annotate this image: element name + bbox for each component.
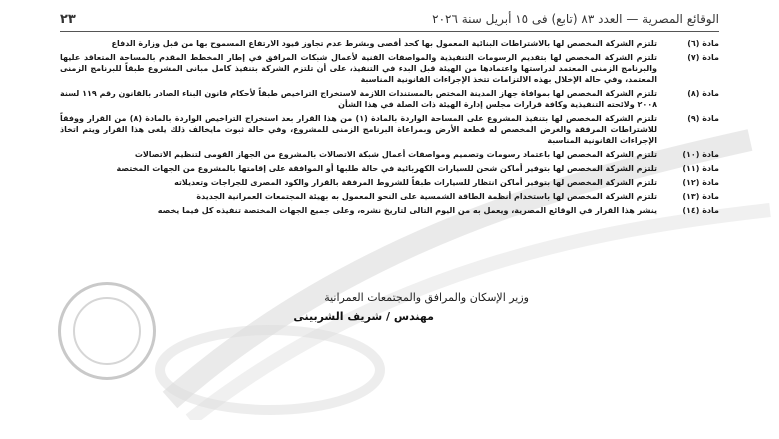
articles-list [60,38,719,219]
article-text: تلتزم الشركة المخصص لها بتنفيذ المشروع على المساحة الواردة بالمادة (١) من هذا القرار بعد استخراج التراخيص الواردة بالمادة (٨) من القرار ووفقاً للاشتراطات المرفقة والغرض المخصص له قطعة الأرض وبمراعاة البرنامج الزمنى للمشروع، وفي حالة ثبوت مايخالف ذلك يلغى هذا القرار ويتم اتخاذ الإجراءات القانونية المناسبة [60,114,658,145]
page-header [60,10,719,28]
minister-title: وزير الإسكان والمرافق والمجتمعات العمرانية [324,291,529,304]
article-label: مادة (١١) [682,164,719,173]
article-label: مادة (١٠) [682,150,719,159]
article-label: مادة (٦) [687,39,719,48]
article-11 [60,163,719,174]
gazette-title: الوقائع المصرية — العدد ٨٣ (تابع) فى ١٥ أبريل سنة ٢٠٢٦ [432,12,719,26]
article-9 [60,113,719,146]
official-seal [58,282,156,380]
article-label: مادة (٨) [687,89,719,98]
article-text: تلتزم الشركة المخصص لها بموافاة جهاز المدينة المختص بالمستندات اللازمة لاستخراج التراخيص طبقاً لأحكام قانون البناء الصادر بالقانون رقم ١١٩ لسنة ٢٠٠٨ ولائحته التنفيذية وكافة قرارات مجلس إدارة الهيئة ذات الصلة في هذا الشأن [60,89,658,109]
article-12 [60,177,719,188]
article-text: تلتزم الشركة المخصص لها بتوفير أماكن شحن للسيارات الكهربائية في حالة طلبها أو الموافقة على إقامتها بالمشروع من الجهات المختصة [116,164,657,173]
article-text: تلتزم الشركة المخصص لها بالاشتراطات البنائية المعمول بها كحد أقصى وبشرط عدم تجاوز قيود الارتفاع المسموح بها من قبل وزارة الدفاع [111,39,657,48]
article-text: تلتزم الشركة المخصص لها بتوفير أماكن انتظار للسيارات طبقاً للشروط المرفقة بالقرار والكود المصرى للجراجات وتعديلاته [174,178,657,187]
article-label: مادة (١٤) [682,206,719,215]
article-14 [60,205,719,216]
article-label: مادة (٧) [687,53,719,62]
article-7 [60,52,719,85]
header-divider [60,31,719,32]
article-10 [60,149,719,160]
article-label: مادة (١٢) [682,178,719,187]
article-text: ينشر هذا القرار في الوقائع المصرية، ويعمل به من اليوم التالى لتاريخ نشره، وعلى جميع الجهات المختصة تنفيذه كل فيما يخصه [157,206,657,215]
article-text: تلتزم الشركة المخصص لها بتقديم الرسومات التنفيذية والمواصفات الفنية لأعمال شبكات المرافق في إطار المخطط المقدم بالمساحة المتعاقد عليها والبرنامج الزمنى المعتمد لدراستها واعتمادها من الهيئة قبل البدء في التنفيذ، على أن تلتزم الشركة بتنفيذ كامل مبانى المشروع طبقاً للبرنامج الزمنى المعتمد، وفي حالة الإخلال بهذه الالتزامات تتخذ الإجراءات القانونية المناسبة [60,53,657,84]
article-8 [60,88,719,110]
article-text: تلتزم الشركة المخصص لها باستخدام أنظمة الطاقة الشمسية على النحو المعمول به بهيئة المجتمعات العمرانية الجديدة [196,192,657,201]
article-label: مادة (٩) [687,114,719,123]
article-13 [60,191,719,202]
signatory-name: مهندس / شريف الشربينى [293,310,434,323]
page-number: ٢٣ [60,11,76,27]
article-text: تلتزم الشركة المخصص لها باعتماد رسومات وتصميم ومواصفات أعمال شبكة الاتصالات بالمشروع من الجهاز القومى لتنظيم الاتصالات [134,150,657,159]
article-6 [60,38,719,49]
article-label: مادة (١٣) [682,192,719,201]
